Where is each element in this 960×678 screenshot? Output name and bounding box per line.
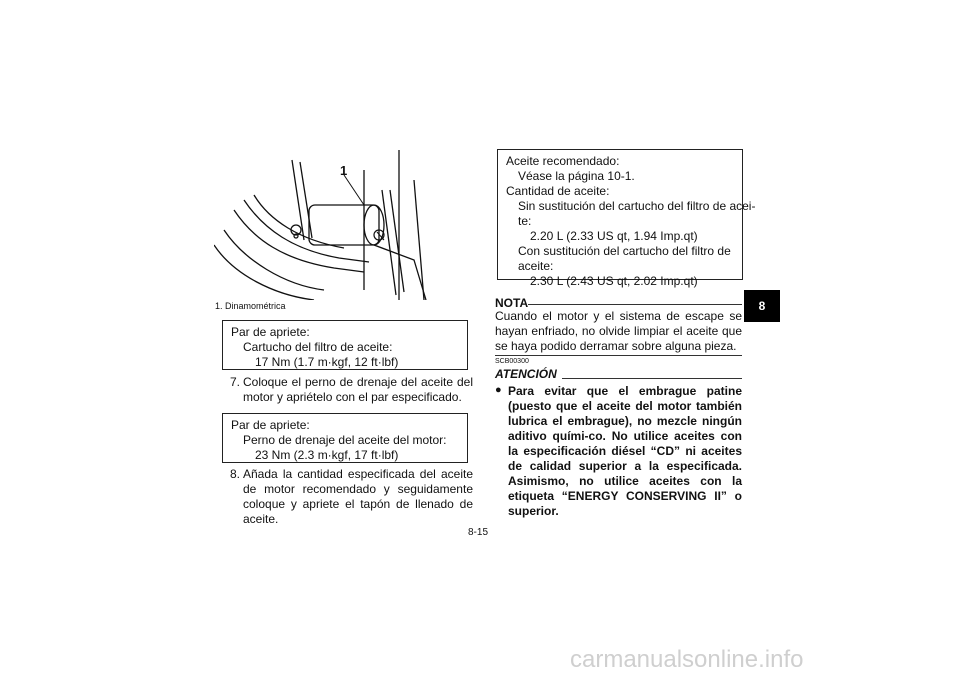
nota-text: Cuando el motor y el sistema de escape se hayan enfriado, no olvide limpiar el aceite que se haya podido derramar sobre alguna pieza. xyxy=(495,309,742,353)
step-number: 7. xyxy=(230,375,241,389)
oil-recommended-ref: Véase la página 10-1. xyxy=(518,169,635,183)
torque-label: Par de apriete: xyxy=(231,325,310,339)
step-8 xyxy=(230,467,473,526)
caution-code: SCB00300 xyxy=(495,358,529,365)
chapter-number: 8 xyxy=(758,299,766,313)
caution-top-rule xyxy=(495,355,742,356)
oil-with-filter-label-cont: aceite: xyxy=(518,259,554,273)
oil-without-filter-label: Sin sustitución del cartucho del filtro de acei- xyxy=(518,199,756,213)
torque-spec-box-drain-bolt xyxy=(222,413,468,463)
step-7 xyxy=(230,375,473,407)
torque-item: Perno de drenaje del aceite del motor: xyxy=(243,433,447,447)
nota-heading: NOTA xyxy=(495,296,529,310)
chapter-tab xyxy=(744,290,780,322)
figure-callout-number: 1 xyxy=(340,163,348,178)
oil-recommended-label: Aceite recomendado: xyxy=(506,154,620,168)
caution-bullet: ● xyxy=(495,384,502,396)
oil-with-filter-label: Con sustitución del cartucho del filtro de xyxy=(518,244,731,258)
caution-rule xyxy=(562,378,742,379)
watermark: carmanualsonline.info xyxy=(570,646,804,673)
torque-value: 17 Nm (1.7 m·kgf, 12 ft·lbf) xyxy=(255,355,399,369)
torque-spec-box-filter xyxy=(222,320,468,370)
torque-value: 23 Nm (2.3 m·kgf, 17 ft·lbf) xyxy=(255,448,399,462)
step-text: Coloque el perno de drenaje del aceite del motor y apriételo con el par especificado. xyxy=(243,375,473,404)
torque-item: Cartucho del filtro de aceite: xyxy=(243,340,393,354)
caution-text: Para evitar que el embrague patine (puesto que el aceite del motor también lubrica el embrague), no mezcle ningún aditivo quími-co. No utilice aceites con la especificación diésel “CD” ni aceites de calidad superior a la especificada. Asimismo, no utilice aceites con la etiqueta “ENERGY CONSERVING II” o superior. xyxy=(508,384,742,518)
oil-without-filter-value: 2.20 L (2.33 US qt, 1.94 Imp.qt) xyxy=(530,229,698,243)
nota-rule xyxy=(528,304,742,305)
caution-heading: ATENCIÓN xyxy=(495,367,557,381)
oil-quantity-label: Cantidad de aceite: xyxy=(506,184,610,198)
step-text: Añada la cantidad especificada del aceite de motor recomendado y seguidamente coloque y apriete el tapón de llenado de aceite. xyxy=(243,467,473,526)
step-number: 8. xyxy=(230,467,241,481)
figure-caption: 1. Dinamométrica xyxy=(215,301,286,311)
page-number: 8-15 xyxy=(468,527,489,538)
oil-without-filter-label-cont: te: xyxy=(518,214,532,228)
oil-with-filter-value: 2.30 L (2.43 US qt, 2.02 Imp.qt) xyxy=(530,274,698,288)
torque-label: Par de apriete: xyxy=(231,418,310,432)
oil-spec-box xyxy=(497,149,756,288)
